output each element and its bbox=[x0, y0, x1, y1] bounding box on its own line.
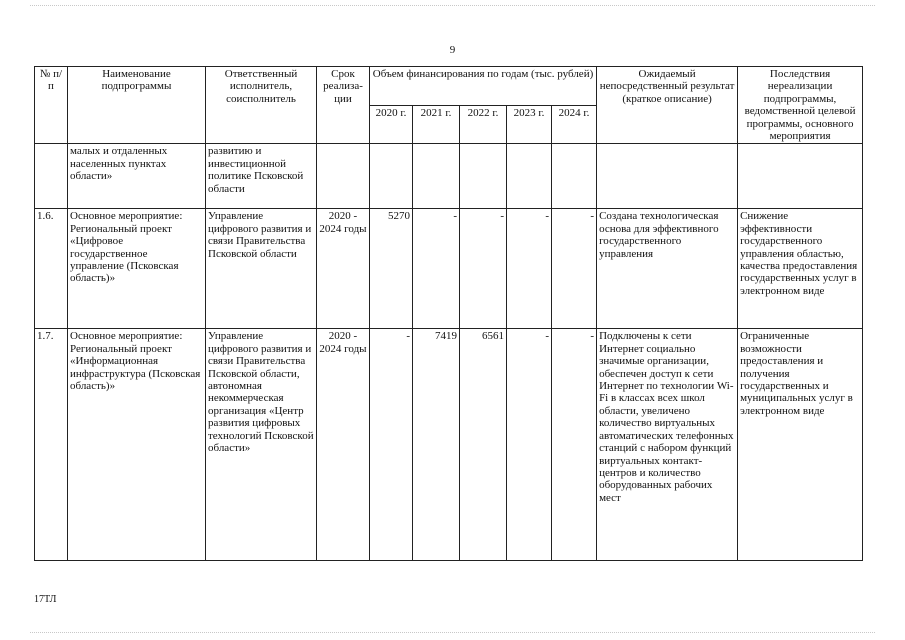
row-value-2024: - bbox=[552, 209, 597, 329]
row-name: Основное мероприятие: Региональный проект «Информационная инфраструктура (Псковская область)» bbox=[68, 329, 206, 561]
header-year-2023: 2023 г. bbox=[507, 105, 552, 144]
row-result: Подключены к сети Интернет социально значимые организации, обеспечен доступ к сети Интернет по технологии Wi-Fi в классах всех школ области, увеличено количество виртуальных автоматических телефонных станций с набором функций виртуальных контакт-центров и количество оборудованных рабочих мест bbox=[597, 329, 738, 561]
row-value-2021: - bbox=[413, 209, 460, 329]
row-value-2020: 5270 bbox=[370, 209, 413, 329]
header-year-2022: 2022 г. bbox=[460, 105, 507, 144]
header-funding: Объем финансирования по годам (тыс. рублей) bbox=[370, 67, 597, 106]
row-term: 2020 - 2024 годы bbox=[317, 209, 370, 329]
scan-artifact-top bbox=[30, 5, 875, 6]
row-value-2020: - bbox=[370, 329, 413, 561]
footer-code: 17ТЛ bbox=[34, 594, 57, 605]
row-executor: Управление цифрового развития и связи Правительства Псковской области, автономная некоммерческая организация «Центр развития цифровых технологий Псковской области» bbox=[206, 329, 317, 561]
header-year-2021: 2021 г. bbox=[413, 105, 460, 144]
table-row bbox=[35, 144, 863, 209]
row-value-2023: - bbox=[507, 329, 552, 561]
page-number: 9 bbox=[449, 44, 456, 56]
header-result: Ожидаемый непосредственный результат (краткое описание) bbox=[597, 67, 738, 144]
table-row bbox=[35, 209, 863, 329]
row-value-2022: 6561 bbox=[460, 329, 507, 561]
header-year-2024: 2024 г. bbox=[552, 105, 597, 144]
header-year-2020: 2020 г. bbox=[370, 105, 413, 144]
row-value-2020 bbox=[370, 144, 413, 209]
row-value-2023 bbox=[507, 144, 552, 209]
row-executor: Управление цифрового развития и связи Правительства Псковской области bbox=[206, 209, 317, 329]
header-name: Наименование подпрограммы bbox=[68, 67, 206, 144]
header-term: Срок реализа-ции bbox=[317, 67, 370, 144]
row-value-2021 bbox=[413, 144, 460, 209]
header-row-1 bbox=[35, 67, 863, 106]
row-term: 2020 - 2024 годы bbox=[317, 329, 370, 561]
row-value-2023: - bbox=[507, 209, 552, 329]
row-result: Создана технологическая основа для эффективного государственного управления bbox=[597, 209, 738, 329]
table-row bbox=[35, 329, 863, 561]
row-name: малых и отдаленных населенных пунктах области» bbox=[68, 144, 206, 209]
row-value-2022: - bbox=[460, 209, 507, 329]
scan-artifact-bottom bbox=[30, 632, 875, 633]
row-value-2024: - bbox=[552, 329, 597, 561]
row-result bbox=[597, 144, 738, 209]
row-num: 1.7. bbox=[35, 329, 68, 561]
header-num: № п/п bbox=[35, 67, 68, 144]
row-term bbox=[317, 144, 370, 209]
row-num bbox=[35, 144, 68, 209]
program-table bbox=[34, 66, 863, 561]
row-value-2024 bbox=[552, 144, 597, 209]
row-consequences bbox=[738, 144, 863, 209]
header-executor: Ответственный исполнитель, соисполнитель bbox=[206, 67, 317, 144]
row-num: 1.6. bbox=[35, 209, 68, 329]
row-value-2022 bbox=[460, 144, 507, 209]
row-consequences: Ограниченные возможности предоставления и получения государственных и муниципальных услуг в электронном виде bbox=[738, 329, 863, 561]
row-consequences: Снижение эффективности государственного управления областью, качества предоставления государственных услуг в электронном виде bbox=[738, 209, 863, 329]
header-consequences: Последствия нереализации подпрограммы, ведомственной целевой программы, основного мероприятия bbox=[738, 67, 863, 144]
row-executor: развитию и инвестиционной политике Псковской области bbox=[206, 144, 317, 209]
row-name: Основное мероприятие: Региональный проект «Цифровое государственное управление (Псковская область)» bbox=[68, 209, 206, 329]
row-value-2021: 7419 bbox=[413, 329, 460, 561]
